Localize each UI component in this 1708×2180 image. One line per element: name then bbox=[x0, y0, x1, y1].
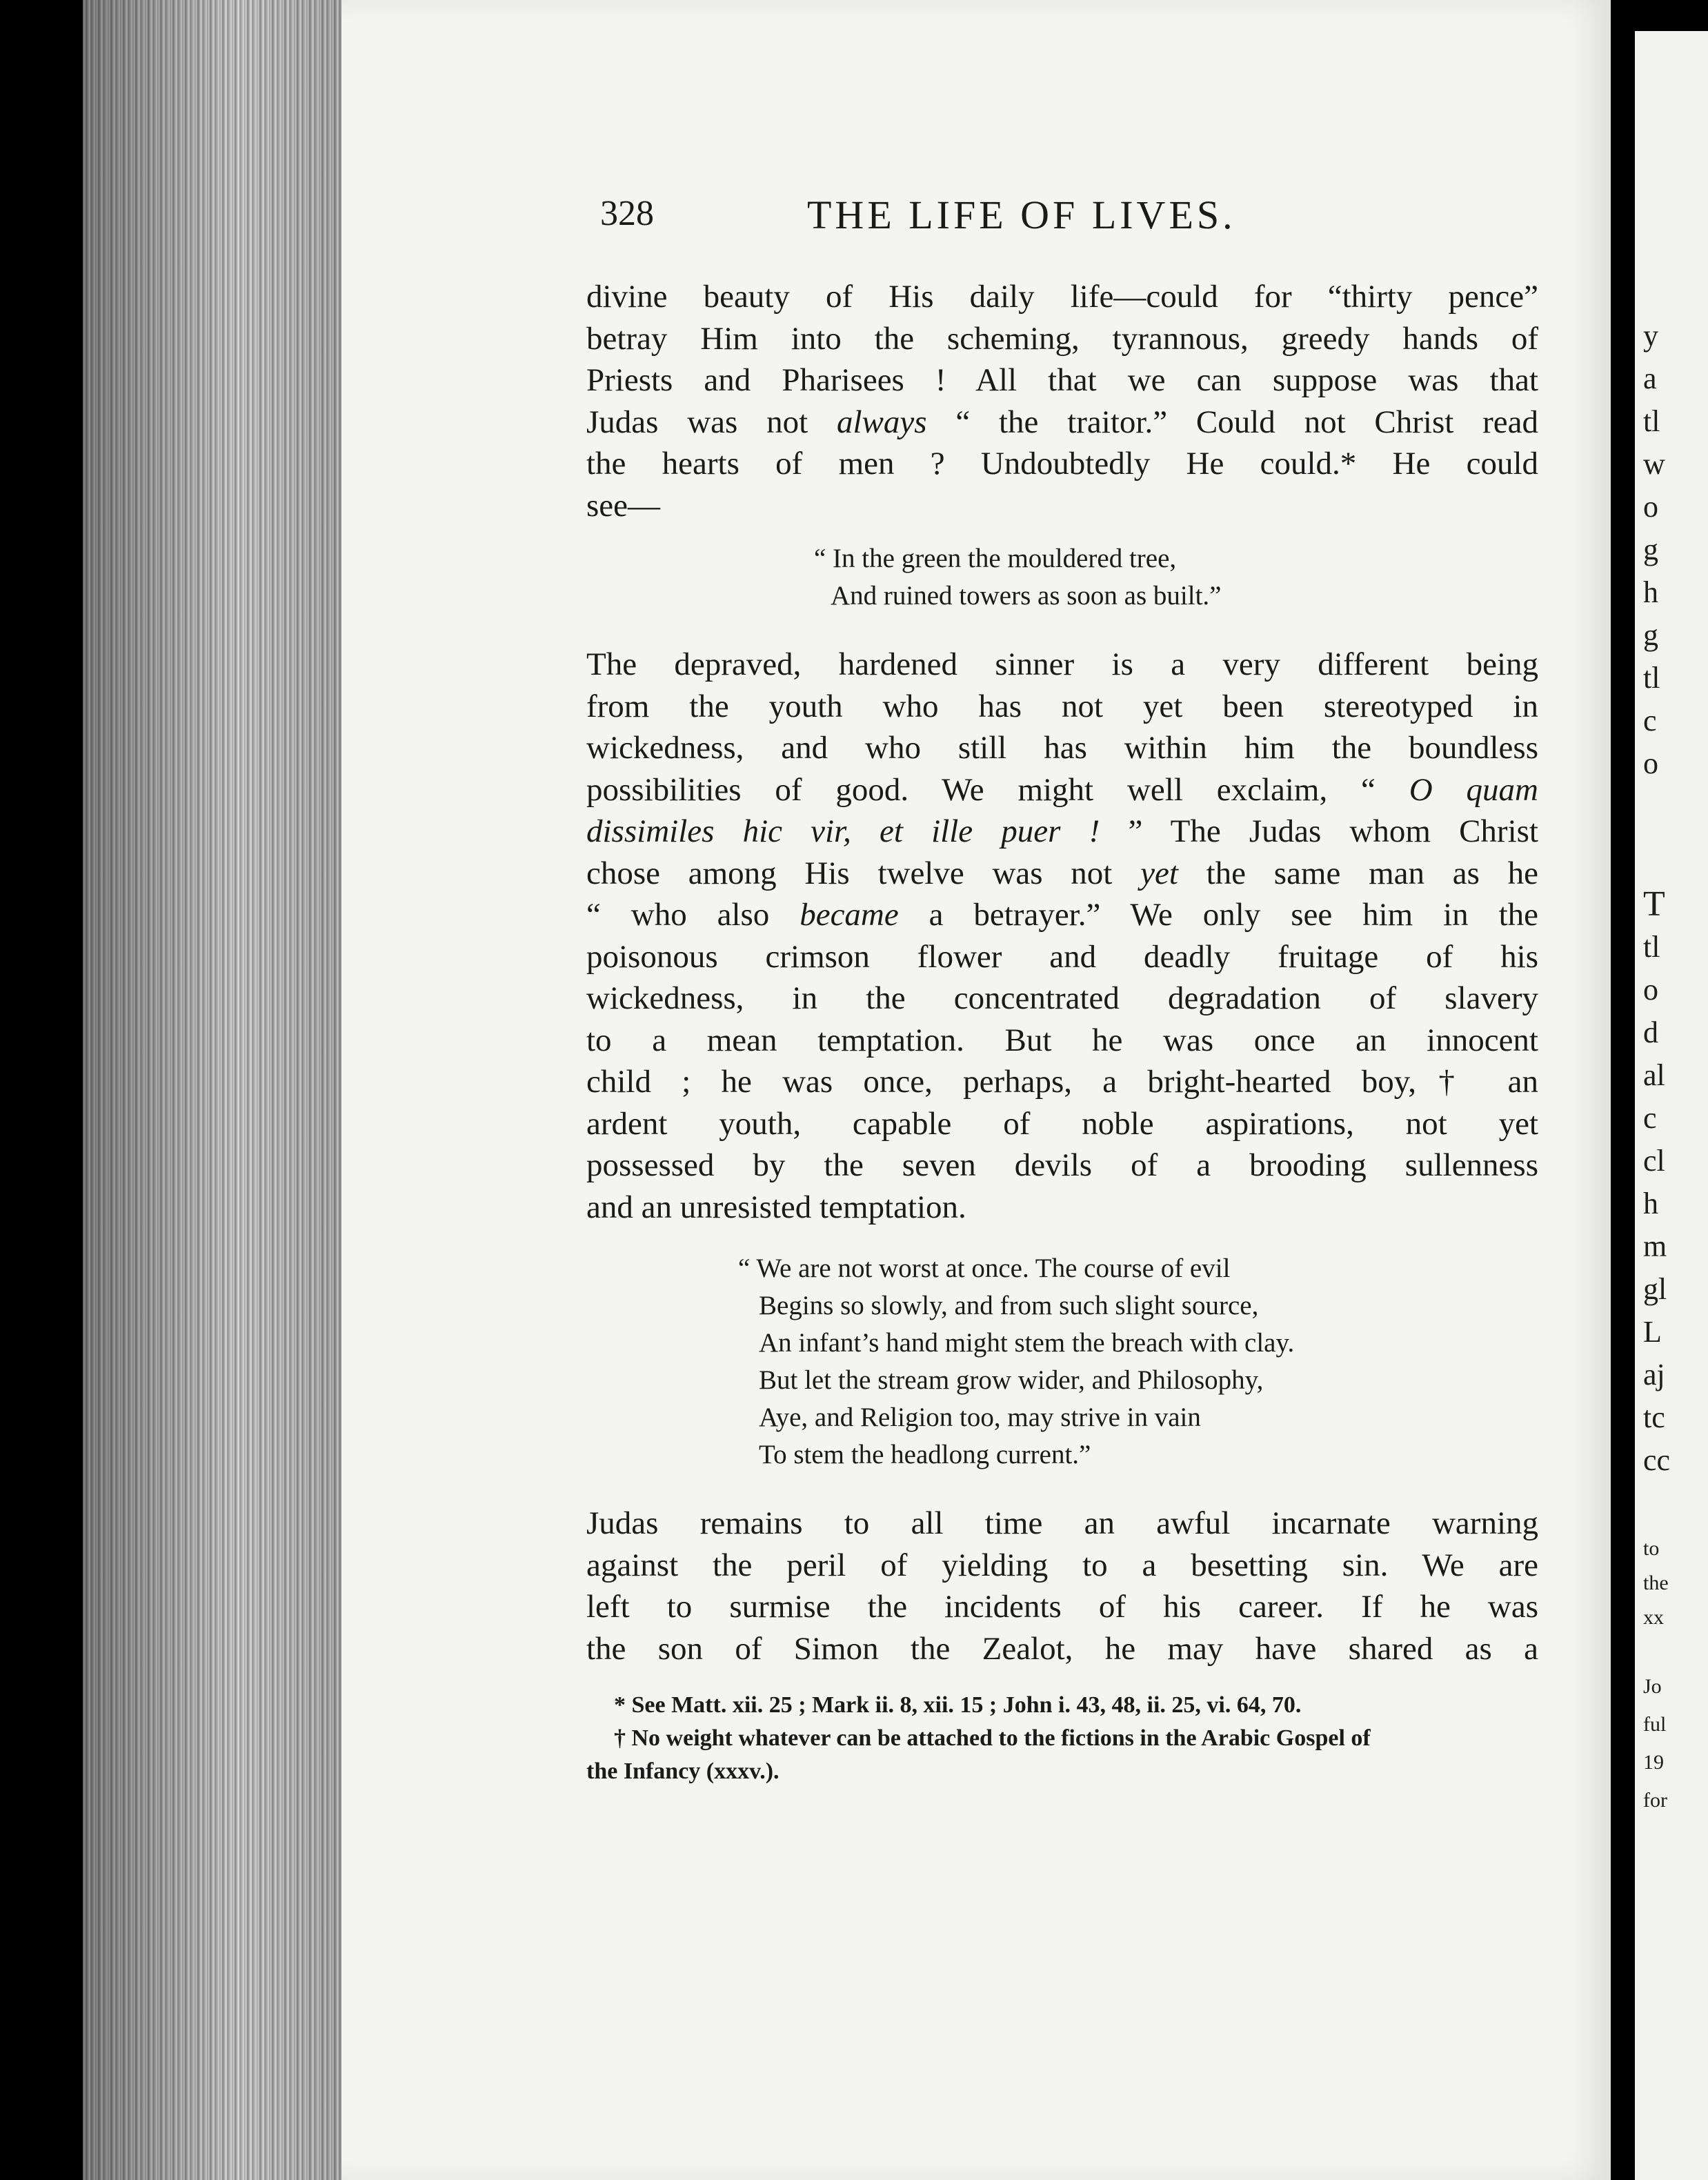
text-line: betray Him into the scheming, tyrannous, greedy hands of bbox=[586, 320, 1538, 357]
text-line: “ who also became a betrayer.” We only see him in the bbox=[586, 897, 1538, 933]
facing-fragment: tl bbox=[1643, 404, 1660, 438]
facing-fragment: h bbox=[1643, 1187, 1658, 1220]
verse-line: “ We are not worst at once. The course of evil bbox=[738, 1254, 1231, 1283]
text-line: to a mean temptation. But he was once an innocent bbox=[586, 1022, 1538, 1058]
paragraph-3 bbox=[586, 1503, 1538, 1669]
facing-fragment: h bbox=[1643, 575, 1658, 609]
paragraph-2 bbox=[586, 644, 1538, 1228]
paragraph-1 bbox=[586, 276, 1538, 526]
facing-fragment: aj bbox=[1643, 1358, 1665, 1391]
facing-fragment: c bbox=[1643, 704, 1657, 737]
footnote-1: * See Matt. xii. 25 ; Mark ii. 8, xii. 15 ; John i. 43, 48, ii. 25, vi. 64, 70. bbox=[614, 1692, 1302, 1718]
verse-line: An infant’s hand might stem the breach with clay. bbox=[759, 1328, 1295, 1358]
facing-fragment: o bbox=[1643, 490, 1658, 524]
facing-fragment: g bbox=[1643, 533, 1658, 566]
facing-fragment: y bbox=[1643, 319, 1658, 353]
text-line: and an unresisted temptation. bbox=[586, 1189, 966, 1225]
text-line: wickedness, and who still has within him the boundless bbox=[586, 730, 1538, 766]
facing-fragment: tl bbox=[1643, 661, 1660, 695]
facing-fragment: 19 bbox=[1643, 1751, 1664, 1774]
verse-line: But let the stream grow wider, and Philosophy, bbox=[759, 1365, 1264, 1395]
text-line: poisonous crimson flower and deadly fruitage of his bbox=[586, 938, 1538, 975]
footnote-2-cont: the Infancy (xxxv.). bbox=[586, 1758, 779, 1784]
facing-fragment: o bbox=[1643, 973, 1658, 1007]
text-line: left to surmise the incidents of his career. If he was bbox=[586, 1589, 1538, 1625]
text-line: Judas was not always “ the traitor.” Could not Christ read bbox=[586, 404, 1538, 440]
book-page bbox=[341, 0, 1611, 2180]
verse-line: To stem the headlong current.” bbox=[759, 1440, 1091, 1469]
facing-page bbox=[1635, 31, 1708, 2180]
verse-quote-2 bbox=[738, 1250, 1538, 1474]
facing-fragment: tc bbox=[1643, 1400, 1665, 1434]
facing-fragment: cl bbox=[1643, 1144, 1665, 1178]
text-line: wickedness, in the concentrated degradation of slavery bbox=[586, 980, 1538, 1016]
verse-line: Begins so slowly, and from such slight source, bbox=[759, 1291, 1259, 1320]
footnote-2: † No weight whatever can be attached to the fictions in the Arabic Gospel of bbox=[614, 1725, 1371, 1751]
facing-fragment: xx bbox=[1643, 1606, 1664, 1629]
verse-line: “ In the green the mouldered tree, bbox=[814, 544, 1177, 573]
text-line: The depraved, hardened sinner is a very different being bbox=[586, 646, 1538, 682]
facing-fragment: to bbox=[1643, 1537, 1660, 1560]
facing-fragment: tl bbox=[1643, 930, 1660, 964]
facing-fragment: w bbox=[1643, 447, 1665, 481]
facing-fragment: cc bbox=[1643, 1443, 1671, 1477]
running-head bbox=[586, 193, 1538, 248]
facing-fragment: gl bbox=[1643, 1272, 1667, 1306]
facing-fragment: the bbox=[1643, 1572, 1669, 1594]
text-line: from the youth who has not yet been stereotyped in bbox=[586, 688, 1538, 724]
facing-fragment: o bbox=[1643, 746, 1658, 780]
text-line: chose among His twelve was not yet the same man as he bbox=[586, 855, 1538, 891]
facing-fragment: Jo bbox=[1643, 1675, 1662, 1698]
text-line: the hearts of men ? Undoubtedly He could.* He could bbox=[586, 446, 1538, 482]
text-line: dissimiles hic vir, et ille puer ! ” The Judas whom Christ bbox=[586, 813, 1538, 849]
book-title: THE LIFE OF LIVES. bbox=[807, 192, 1236, 237]
facing-fragment: al bbox=[1643, 1058, 1665, 1092]
text-line: see— bbox=[586, 487, 661, 524]
text-line: the son of Simon the Zealot, he may have shared as a bbox=[586, 1630, 1538, 1667]
facing-fragment: c bbox=[1643, 1101, 1657, 1135]
facing-fragment: for bbox=[1643, 1789, 1667, 1812]
page-content bbox=[586, 193, 1538, 1788]
verse-quote-1 bbox=[814, 540, 1538, 615]
text-line: child ; he was once, perhaps, a bright-hearted boy,† an bbox=[586, 1064, 1538, 1100]
text-line: Priests and Pharisees ! All that we can suppose was that bbox=[586, 362, 1538, 398]
verse-line: Aye, and Religion too, may strive in vain bbox=[759, 1403, 1201, 1432]
book-page-edges bbox=[83, 0, 341, 2180]
text-line: Judas remains to all time an awful incarnate warning bbox=[586, 1505, 1538, 1541]
text-line: divine beauty of His daily life—could for “thirty pence” bbox=[586, 279, 1538, 315]
facing-fragment: L bbox=[1643, 1315, 1662, 1349]
text-line: ardent youth, capable of noble aspirations, not yet bbox=[586, 1105, 1538, 1142]
page-number: 328 bbox=[600, 194, 654, 233]
text-line: possibilities of good. We might well exclaim, “ O quam bbox=[586, 771, 1538, 808]
footnotes bbox=[586, 1689, 1538, 1788]
facing-fragment: ful bbox=[1643, 1713, 1667, 1736]
text-line: against the peril of yielding to a besetting sin. We are bbox=[586, 1547, 1538, 1583]
facing-fragment: m bbox=[1643, 1229, 1667, 1263]
facing-fragment: a bbox=[1643, 361, 1657, 395]
facing-fragment: T bbox=[1643, 884, 1665, 924]
facing-fragment: d bbox=[1643, 1015, 1658, 1049]
verse-line: And ruined towers as soon as built.” bbox=[831, 581, 1222, 611]
text-line: possessed by the seven devils of a brooding sullenness bbox=[586, 1147, 1538, 1183]
facing-fragment: g bbox=[1643, 618, 1658, 652]
